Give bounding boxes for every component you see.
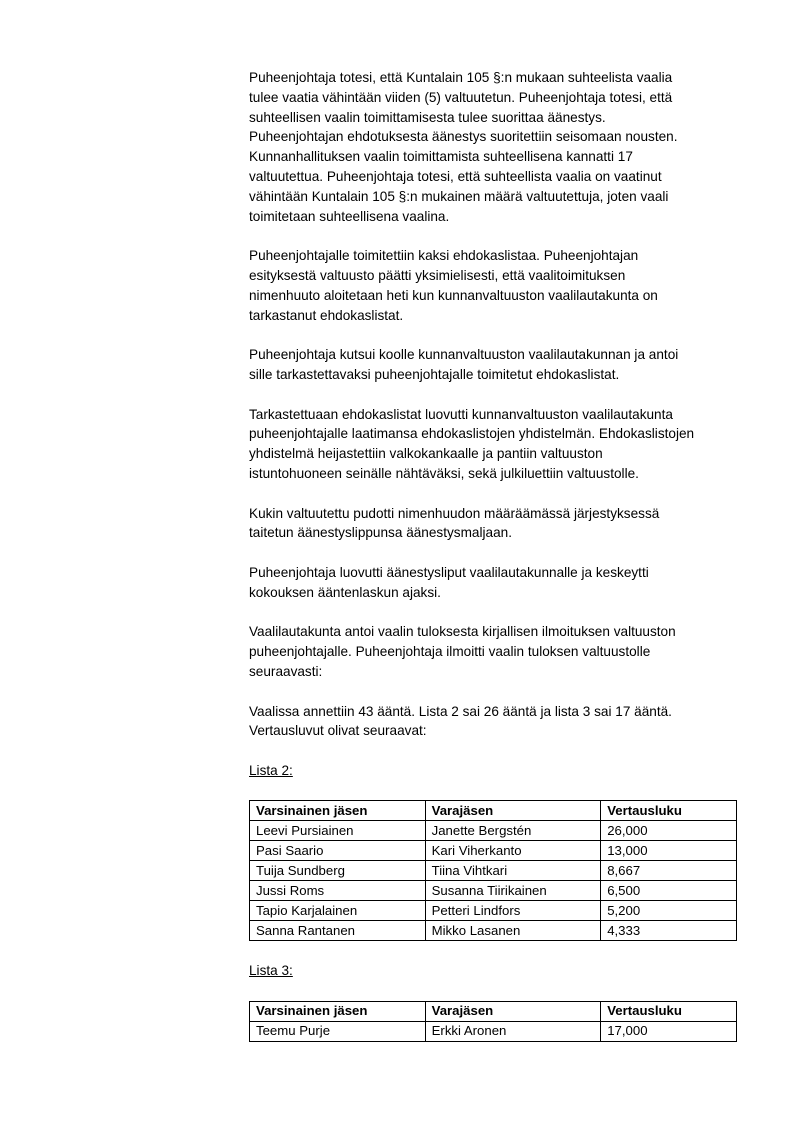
- column-header-comparison-number: Vertausluku: [601, 1001, 737, 1021]
- table-row: [250, 861, 737, 881]
- comparison-number-cell: 5,200: [601, 901, 737, 921]
- table-row: [250, 881, 737, 901]
- paragraph-candidate-lists-received: Puheenjohtajalle toimitettiin kaksi ehdokaslistaa. Puheenjohtajan esityksestä valtuusto päätti yksimielisesti, että vaalitoimituksen nimenhuuto aloitetaan heti kun kunnanvaltuuston vaalilautakunta on tarkastanut ehdokaslistat.: [249, 248, 658, 323]
- member-cell: Jussi Roms: [250, 881, 426, 901]
- paragraph-meeting-paused: Puheenjohtaja luovutti äänestysliput vaalilautakunnalle ja keskeytti kokouksen ääntenlaskun ajaksi.: [249, 564, 649, 600]
- document-page: [249, 68, 741, 1062]
- column-header-member: Varsinainen jäsen: [250, 1001, 426, 1021]
- table-row: [250, 841, 737, 861]
- deputy-cell: Erkki Aronen: [425, 1021, 601, 1041]
- member-cell: Leevi Pursiainen: [250, 821, 426, 841]
- comparison-number-cell: 4,333: [601, 921, 737, 941]
- column-header-member: Varsinainen jäsen: [250, 801, 426, 821]
- member-cell: Pasi Saario: [250, 841, 426, 861]
- deputy-cell: Janette Bergstén: [425, 821, 601, 841]
- comparison-number-cell: 13,000: [601, 841, 737, 861]
- paragraph-ballots-cast: Kukin valtuutettu pudotti nimenhuudon määräämässä järjestyksessä taitetun äänestyslippunsa äänestysmaljaan.: [249, 505, 660, 541]
- member-cell: Teemu Purje: [250, 1021, 426, 1041]
- table-header-row: [250, 1001, 737, 1021]
- list-3-heading: Lista 3:: [249, 963, 293, 979]
- paragraph-election-board-convened: Puheenjohtaja kutsui koolle kunnanvaltuuston vaalilautakunnan ja antoi sille tarkastettavaksi puheenjohtajalle toimitetut ehdokaslistat.: [249, 347, 679, 382]
- column-header-deputy: Varajäsen: [425, 1001, 601, 1021]
- column-header-comparison-number: Vertausluku: [601, 801, 737, 821]
- list-2-table: [249, 800, 737, 941]
- deputy-cell: Petteri Lindfors: [425, 901, 601, 921]
- paragraph-lists-combined: Tarkastettuaan ehdokaslistat luovutti kunnanvaltuuston vaalilautakunta puheenjohtajalle laatimansa ehdokaslistojen yhdistelmän. Ehdokaslistojen yhdistelmä heijastettiin valkokankaalle ja pantiin valtuuston istuntohuoneen seinälle nähtäväksi, sekä julkiluettiin valtuustolle.: [249, 406, 695, 481]
- list-2-heading: Lista 2:: [249, 762, 293, 778]
- comparison-number-cell: 17,000: [601, 1021, 737, 1041]
- paragraph-result-announced: Vaalilautakunta antoi vaalin tuloksesta kirjallisen ilmoituksen valtuuston puheenjohtajalle. Puheenjohtaja ilmoitti vaalin tuloksen valtuustolle seuraavasti:: [249, 624, 676, 679]
- member-cell: Tapio Karjalainen: [250, 901, 426, 921]
- comparison-number-cell: 6,500: [601, 881, 737, 901]
- table-row: [250, 901, 737, 921]
- member-cell: Tuija Sundberg: [250, 861, 426, 881]
- comparison-number-cell: 8,667: [601, 861, 737, 881]
- member-cell: Sanna Rantanen: [250, 921, 426, 941]
- table-row: [250, 1021, 737, 1041]
- deputy-cell: Susanna Tiirikainen: [425, 881, 601, 901]
- column-header-deputy: Varajäsen: [425, 801, 601, 821]
- table-row: [250, 821, 737, 841]
- comparison-number-cell: 26,000: [601, 821, 737, 841]
- list-3-table: [249, 1001, 737, 1042]
- deputy-cell: Mikko Lasanen: [425, 921, 601, 941]
- table-header-row: [250, 801, 737, 821]
- deputy-cell: Kari Viherkanto: [425, 841, 601, 861]
- paragraph-relative-election-request: Puheenjohtaja totesi, että Kuntalain 105 §:n mukaan suhteelista vaalia tulee vaatia vähintään viiden (5) valtuutetun. Puheenjohtaja totesi, että suhteellisen vaalin toimittamisesta tulee suorittaa äänestys. Puheenjohtajan ehdotuksesta äänestys suoritettiin seisomaan nousten. Kunnanhallituksen vaalin toimittamista suhteellisena kannatti 17 valtuutettua. Puheenjohtaja totesi, että suhteellista vaalia on vaatinut vähintään Kuntalain 105 §:n mukainen määrä valtuutettuja, joten vaali toimitetaan suhteellisena vaalina.: [249, 70, 678, 224]
- table-row: [250, 921, 737, 941]
- paragraph-vote-totals: Vaalissa annettiin 43 ääntä. Lista 2 sai 26 ääntä ja lista 3 sai 17 ääntä. Vertausluvut olivat seuraavat:: [249, 703, 672, 739]
- deputy-cell: Tiina Vihtkari: [425, 861, 601, 881]
